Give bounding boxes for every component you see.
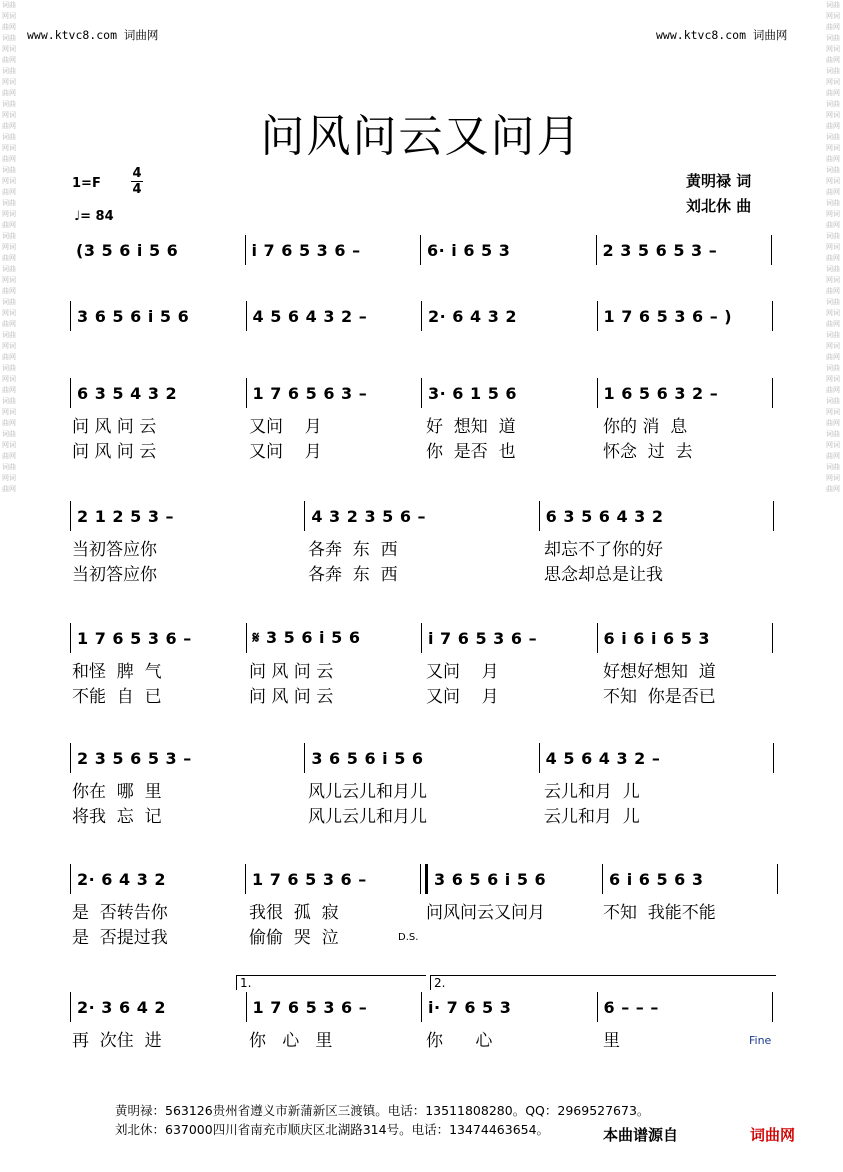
barline [772,992,773,1022]
lyric-segment: 问风问云又问月 [426,903,545,923]
ds-marking: D.S. [398,932,419,943]
barline [777,864,778,894]
lyric-segment: 问 风 问 云 [72,417,157,437]
measure: 6 i 6 i 6 5 3 [603,628,711,648]
tempo-marking: ♩= 84 [74,209,114,224]
lyric-segment: 当初答应你 [72,540,157,560]
notation-row [70,745,778,771]
measure: i 7 6 5 3 6 – [428,628,538,648]
barline [772,623,773,653]
header-site-right[interactable]: www.ktvc8.com 词曲网 [656,28,788,42]
right-watermark: 词曲网词曲网词曲网词曲网词曲网词曲网词曲网词曲网词曲网词曲网词曲网词曲网词曲网词曲网词曲网词曲网词曲网词曲网词曲网词曲网词曲网词曲网词曲网词曲网词曲网词曲网词曲网词曲网词曲网词曲网 [826,1,840,493]
measure: 2 3 5 6 5 3 – [77,748,192,768]
lyric-segment: 是 否转告你 [72,903,168,923]
measure: 6 3 5 6 4 3 2 [545,506,664,526]
barline [773,501,774,531]
measure: 4 5 6 4 3 2 – [545,748,661,768]
barline [771,235,772,265]
lyric-segment: 好 想知 道 [426,417,516,437]
lyric-segment: 怀念 过 去 [603,442,693,462]
measure: 6 3 5 4 3 2 [77,383,178,403]
measure: 4 3 2 3 5 6 – [311,506,427,526]
lyric-segment: 再 次住 进 [72,1031,162,1051]
key-signature: 1=F [72,176,101,191]
measure: 1 7 6 5 3 6 – [77,628,192,648]
lyric-segment [424,923,601,945]
lyric-segment: 又问 月 [249,442,322,462]
lyric-segment: 各奔 东 西 [308,565,398,585]
volta-2: 2. [430,975,776,990]
lyric-segment: 又问 月 [426,662,499,682]
lyric-segment: 我很 孤 寂 [249,903,339,923]
source-label: 本曲谱源自 [603,1126,679,1144]
lyric-segment: 各奔 东 西 [308,540,398,560]
source-site-link[interactable]: 词曲网 [750,1126,796,1144]
notation-row [70,380,778,406]
measure: (3 5 6 i 5 6 [76,240,179,260]
lyric-line-1 [70,657,778,682]
notation-row [70,994,778,1020]
measure: 2 3 5 6 5 3 – [602,240,718,260]
measure: i 7 6 5 3 6 – [251,240,361,260]
lyric-segment: 云儿和月 儿 [544,807,640,827]
measure: 1 6 5 6 3 2 – [603,383,719,403]
lyric-segment: 不知 我能不能 [603,903,716,923]
measure: 𝄋 3 5 6 i 5 6 [252,628,361,647]
notation-row [70,866,778,892]
lyric-segment: 不知 你是否已 [603,687,716,707]
measure: 6 – – – [603,997,659,1017]
lyric-segment: 你 心 [426,1031,493,1051]
lyric-segment: 问 风 问 云 [249,687,334,707]
lyric-segment: 你 心 里 [249,1031,333,1051]
lyric-line-1 [70,1026,778,1051]
lyric-segment: 问 风 问 云 [249,662,334,682]
measure: 6· i 6 5 3 [427,240,511,260]
measure: 4 5 6 4 3 2 – [252,306,368,326]
lyric-segment [601,923,778,945]
barline [773,743,774,773]
measure: i· 7 6 5 3 [428,997,512,1017]
lyric-segment: 思念却总是让我 [544,565,663,585]
measure: 2 1 2 5 3 – [77,506,175,526]
song-title: 问风问云又问月 [260,111,583,162]
measure: 3 6 5 6 i 5 6 [77,306,190,326]
lyric-segment: 里 [603,1031,620,1051]
lyric-segment: 和怪 脾 气 [72,662,162,682]
measure: 3· 6 1 5 6 [428,383,518,403]
lyric-segment: 问 风 问 云 [72,442,157,462]
measure: 2· 6 4 3 2 [428,306,518,326]
lyric-segment: 又问 月 [249,417,322,437]
measure: 1 7 6 5 3 6 – [252,869,367,889]
fine-marking: Fine [749,1034,772,1047]
notation-row [70,303,778,329]
composer-credit: 刘北休 曲 [686,197,752,215]
volta-1: 1. [236,975,426,990]
left-watermark: 词曲网词曲网词曲网词曲网词曲网词曲网词曲网词曲网词曲网词曲网词曲网词曲网词曲网词曲网词曲网词曲网词曲网词曲网词曲网词曲网词曲网词曲网词曲网词曲网词曲网词曲网词曲网词曲网词曲网词曲网 [2,1,16,493]
measure: 3 6 5 6 i 5 6 [433,869,547,889]
lyric-line-1 [70,898,778,923]
lyric-segment: 是 否提过我 [72,928,168,948]
measure: 2· 6 4 3 2 [77,869,167,889]
lyric-segment: 你 是否 也 [426,442,516,462]
lyric-line-2 [70,560,778,585]
lyric-segment: 又问 月 [426,687,499,707]
lyric-segment: 偷偷 哭 泣 [249,928,339,948]
lyricist-credit: 黄明禄 词 [686,172,752,190]
lyric-line-2 [70,437,778,462]
barline [772,301,773,331]
barline [772,378,773,408]
notation-row [70,503,778,529]
measure: 1 7 6 5 6 3 – [252,383,368,403]
lyric-segment: 云儿和月 儿 [544,782,640,802]
lyric-segment: 风儿云儿和月儿 [308,782,427,802]
lyric-line-1 [70,777,778,802]
measure: 2· 3 6 4 2 [77,997,167,1017]
time-bottom: 4 [132,182,142,197]
time-signature [131,166,143,197]
lyric-segment: 风儿云儿和月儿 [308,807,427,827]
repeat-barline [420,864,428,894]
measure: 3 6 5 6 i 5 6 [311,748,424,768]
measure: 6 i 6 5 6 3 [608,869,704,889]
lyric-line-1 [70,535,778,560]
lyric-line-1 [70,412,778,437]
lyric-line-2 [70,923,778,948]
lyric-line-2 [70,682,778,707]
notation-row [70,237,778,263]
lyric-line-2 [70,802,778,827]
composer-contact: 刘北休：637000四川省南充市顺庆区北湖路314号。电话：13474463654。 [115,1122,550,1137]
lyric-segment: 却忘不了你的好 [544,540,663,560]
header-site-left[interactable]: www.ktvc8.com 词曲网 [27,28,159,42]
measure: 1 7 6 5 3 6 – [252,997,368,1017]
time-top: 4 [132,166,142,181]
lyric-segment: 将我 忘 记 [72,807,162,827]
lyric-segment: 好想好想知 道 [603,662,716,682]
lyric-segment: 当初答应你 [72,565,157,585]
measure: 1 7 6 5 3 6 – ) [603,306,733,326]
lyric-segment: 不能 自 已 [72,687,162,707]
lyric-segment: 你的 消 息 [603,417,688,437]
lyric-segment: 你在 哪 里 [72,782,162,802]
notation-row [70,625,778,651]
lyricist-contact: 黄明禄：563126贵州省遵义市新蒲新区三渡镇。电话：13511808280。QQ：2969527673。 [115,1103,650,1118]
